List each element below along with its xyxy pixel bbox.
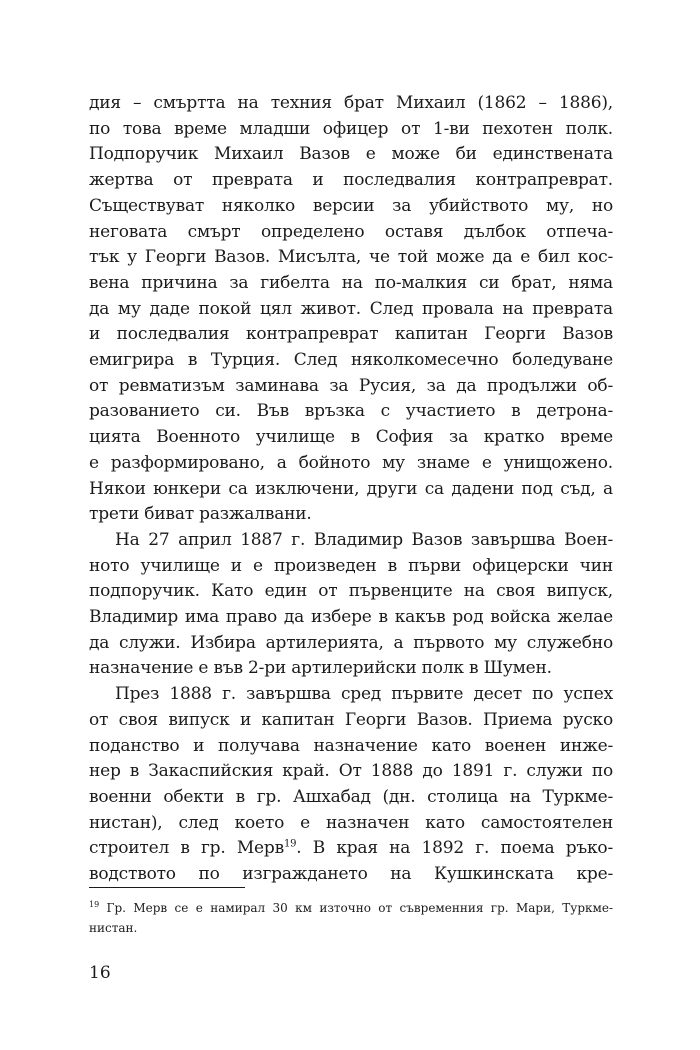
page-number: 16 [89, 963, 111, 983]
text-line: е разформировано, а бойното му знаме е унищожено. [89, 452, 613, 473]
text-line: да служи. Избира артилерията, а първото му служебно [89, 632, 613, 653]
text-line: вена причина за гибелта на по-малкия си брат, няма [89, 272, 613, 293]
text-line: военни обекти в гр. Ашхабад (дн. столица на Туркме- [89, 786, 613, 807]
footnote-line [89, 898, 613, 918]
text-line: Някои юнкери са изключени, други са дадени под съд, а [89, 478, 613, 499]
text-line: трети биват разжалвани. [89, 504, 312, 525]
footnote-marker: 19 [89, 900, 100, 909]
text-line: подпоручик. Като един от първенците на своя випуск, [89, 581, 613, 602]
text-line: от своя випуск и капитан Георги Вазов. Приема руско [89, 709, 613, 730]
text-line: Владимир има право да избере в какъв род войска желае [89, 607, 613, 628]
text-line: дия – смъртта на техния брат Михаил (1862 – 1886), [89, 93, 613, 113]
text-line: водството по изграждането на Кушкинската кре- [89, 864, 613, 885]
text-line: През 1888 г. завършва сред първите десет по успех [115, 684, 613, 705]
text-line: по това време младши офицер от 1-ви пехотен полк. [89, 118, 613, 139]
text-line: да му даде покой цял живот. След провала на преврата [89, 298, 613, 319]
text-line: жертва от преврата и последвалия контрапреврат. [89, 170, 613, 191]
text-line: поданство и получава назначение като военен инже- [89, 735, 613, 756]
text-line: нистан), след което е назначен като самостоятелен [89, 812, 613, 833]
text-line: цията Военното училище в София за кратко време [89, 427, 613, 448]
footnote-divider [89, 887, 245, 888]
footnote-reference[interactable]: 19 [283, 838, 297, 850]
text-fragment: . В края на 1892 г. поема ръко- [296, 838, 614, 859]
text-line: неговата смърт определено оставя дълбок отпеча- [89, 221, 613, 242]
text-line: и последвалия контрапреврат капитан Георги Вазов [89, 324, 613, 345]
text-line: На 27 април 1887 г. Владимир Вазов завършва Воен- [115, 529, 613, 550]
text-line: нер в Закаспийския край. От 1888 до 1891 г. служи по [89, 761, 613, 782]
paragraph-1 [89, 91, 613, 528]
text-line: емигрира в Турция. След няколкомесечно боледуване [89, 350, 613, 371]
footnote-line: нистан. [89, 921, 138, 935]
text-line-with-footnote [89, 836, 613, 862]
text-line: разованието си. Във връзка с участието в детрона- [89, 401, 613, 422]
paragraph-2 [89, 528, 613, 682]
body-text [89, 91, 613, 888]
text-fragment: строител в гр. Мерв [89, 838, 284, 859]
text-line: от ревматизъм заминава за Русия, за да продължи об- [89, 375, 613, 396]
text-line: Съществуват няколко версии за убийството му, но [89, 195, 613, 216]
text-line: назначение е във 2-ри артилерийски полк в Шумен. [89, 658, 552, 679]
footnote [89, 898, 613, 938]
paragraph-3 [89, 682, 613, 888]
text-line: ното училище и е произведен в първи офицерски чин [89, 555, 613, 576]
text-line: Подпоручик Михаил Вазов е може би единствената [89, 144, 613, 165]
text-line: тък у Георги Вазов. Мисълта, че той може да е бил кос- [89, 247, 613, 268]
footnote-text: Гр. Мерв се е намирал 30 км източно от съвременния гр. Мари, Туркме- [99, 901, 613, 915]
